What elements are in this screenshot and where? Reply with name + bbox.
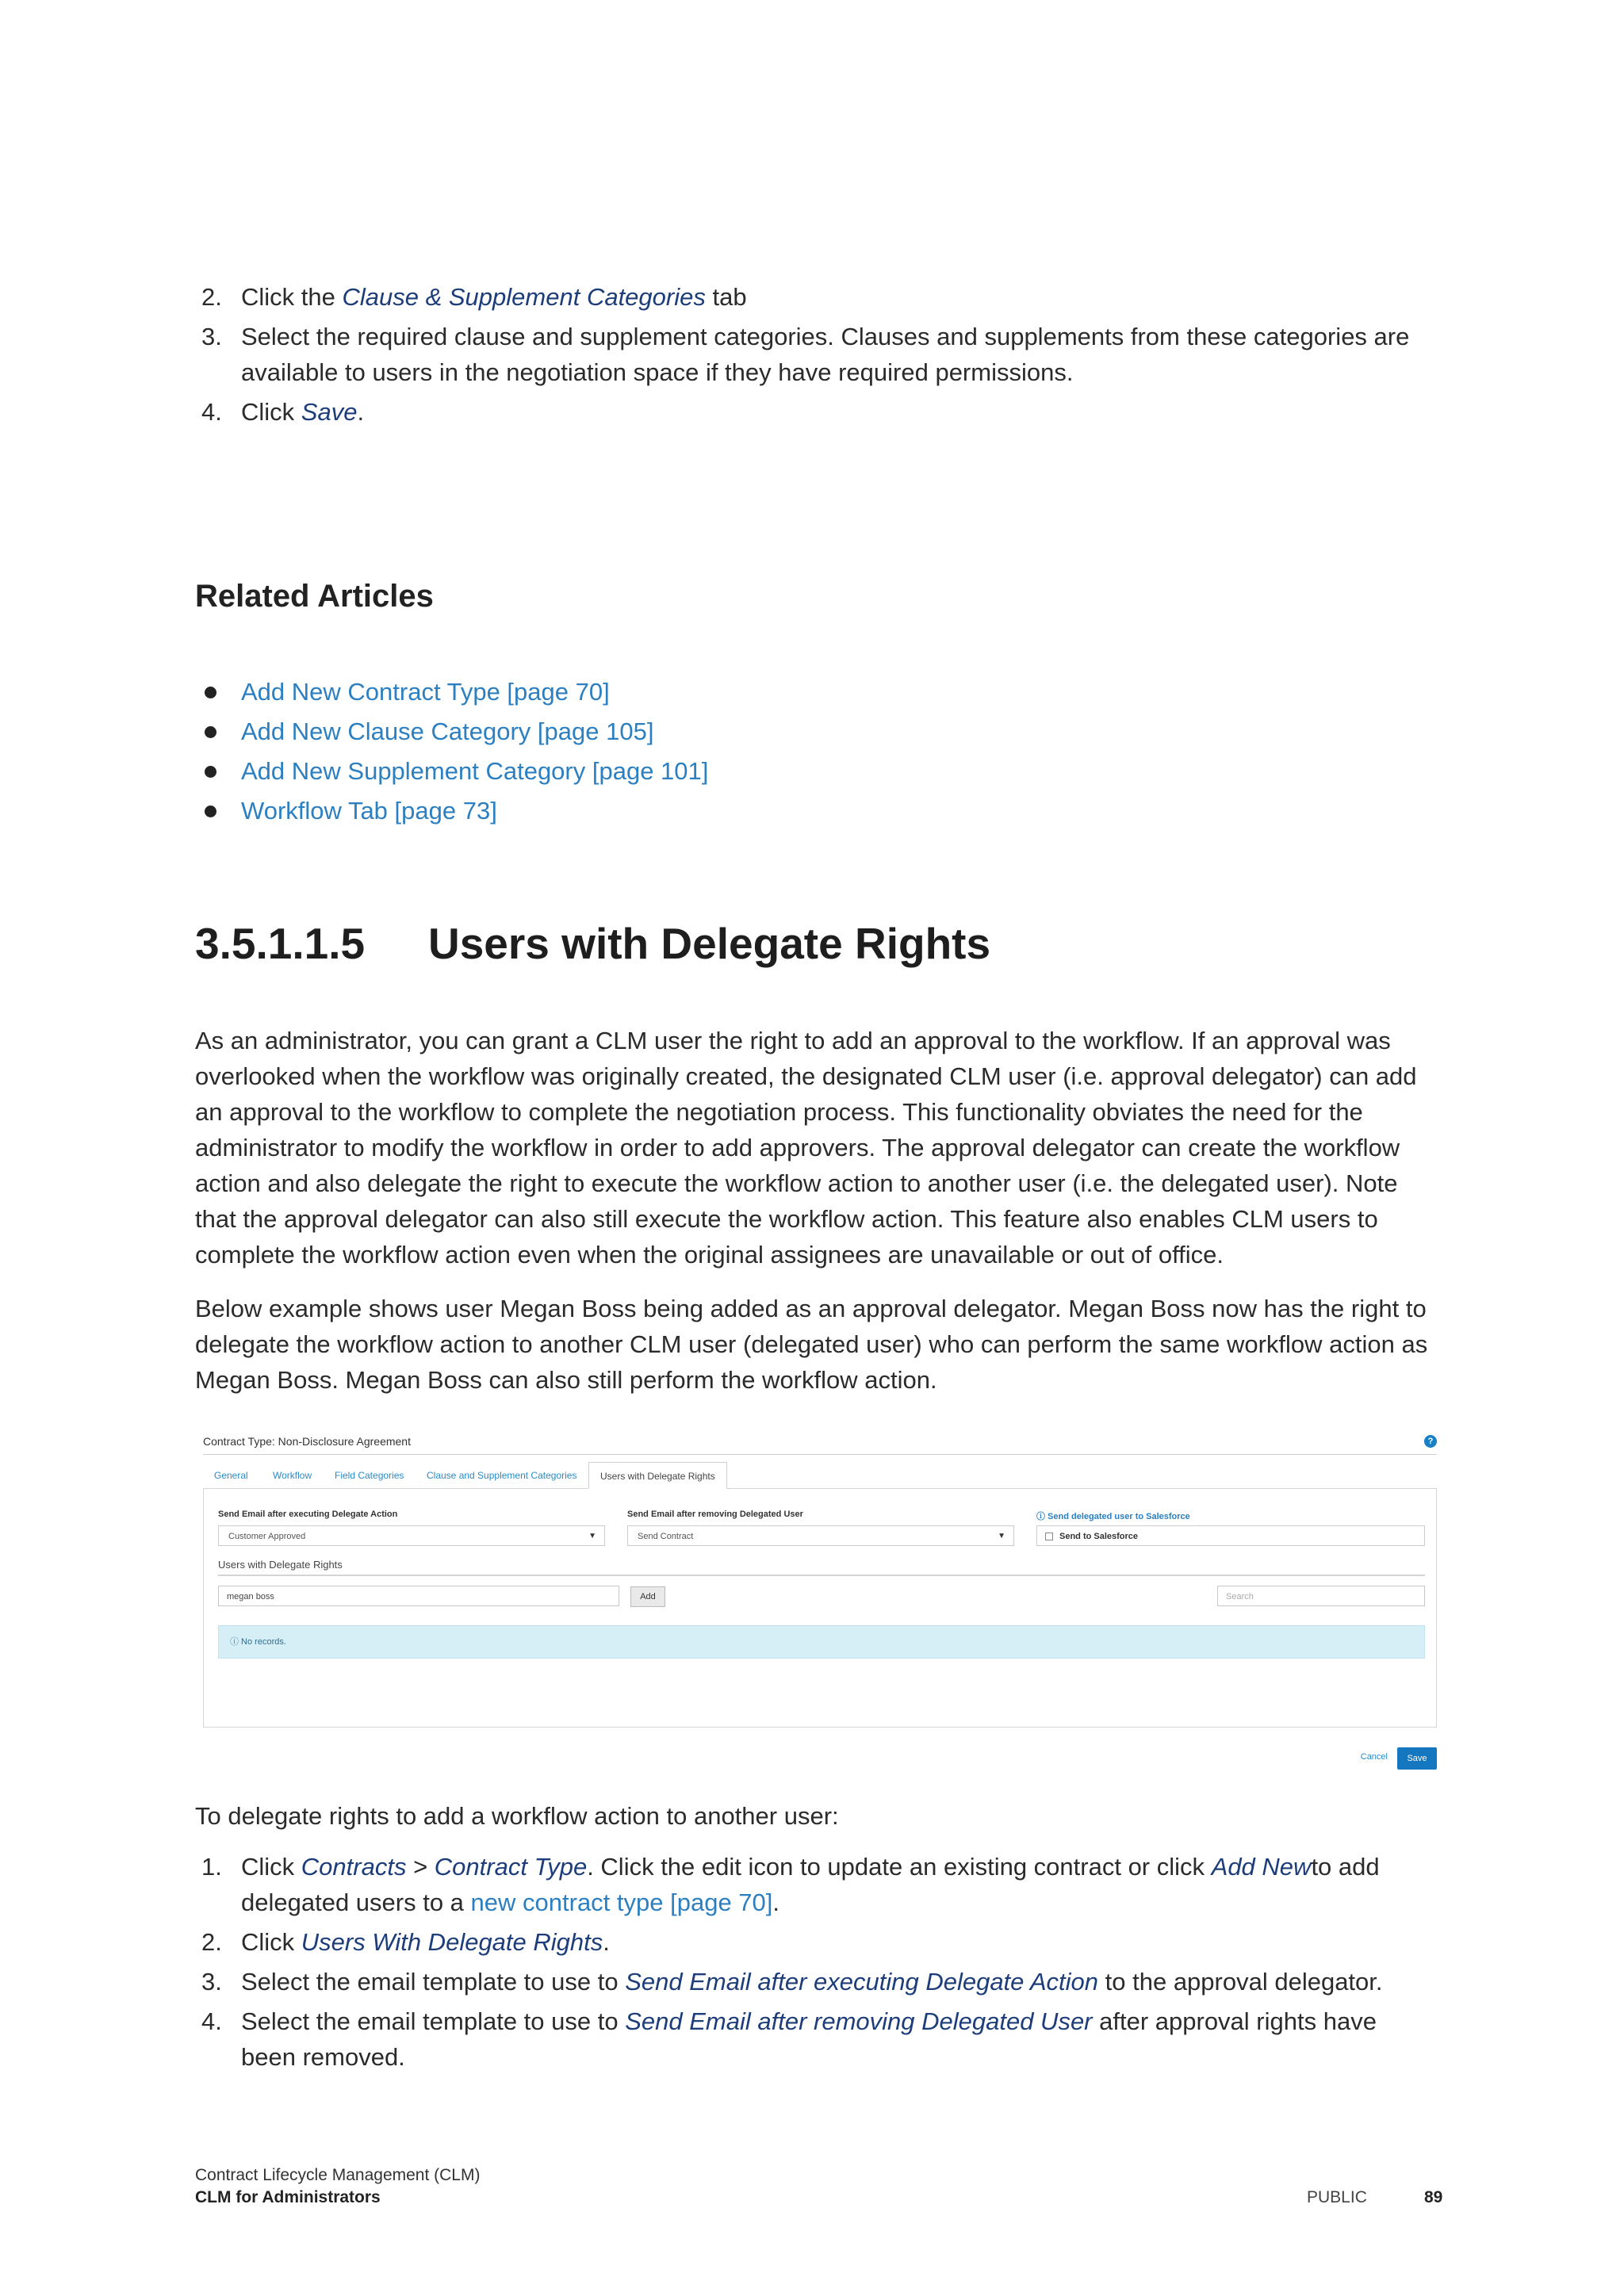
footer-guide-title: CLM for Administrators: [195, 2188, 381, 2206]
bullet-icon: [205, 687, 216, 698]
send-to-salesforce-checkbox[interactable]: Send to Salesforce: [1036, 1525, 1425, 1546]
ui-reference: Clause & Supplement Categories: [342, 283, 706, 311]
body-paragraph: Below example shows user Megan Boss being added as an approval delegator. Megan Boss now has the right to delegate the workflow action to another CLM user (delegated user) who can perform the same workflow action as Megan Boss. Megan Boss can also still perform the workflow action.: [195, 1295, 1428, 1394]
ui-reference: Send Email after executing Delegate Action: [625, 1968, 1099, 1996]
search-input[interactable]: Search: [1217, 1586, 1425, 1606]
section-title: Users with Delegate Rights: [428, 919, 991, 968]
page-number: 89: [1424, 2188, 1443, 2206]
chevron-down-icon: ▼: [588, 1532, 596, 1540]
related-articles-heading: Related Articles: [195, 579, 434, 614]
body-paragraph: As an administrator, you can grant a CLM user the right to add an approval to the workflow. If an approval was overlooked when the workflow was originally created, the designated CLM user (i.e. approval delegator) can add an approval to the workflow to complete the negotiation process. This functionality obviates the need for the administrator to modify the workflow in order to add approvers. The approval delegator can create the workflow action and also delegate the right to execute the workflow action to another user (i.e. the delegated user). Note that the approval delegator can also still execute the workflow action. This feature also enables CLM users to complete the workflow action even when the original assignees are unavailable or out of office.: [195, 1027, 1417, 1269]
send-email-remove-label: Send Email after removing Delegated User: [627, 1510, 803, 1519]
list-item: [195, 712, 708, 752]
chevron-down-icon: ▼: [998, 1532, 1005, 1540]
delegate-rights-panel: [203, 1488, 1437, 1728]
send-email-exec-select[interactable]: Customer Approved ▼: [218, 1525, 605, 1546]
user-search-input[interactable]: megan boss: [218, 1586, 619, 1606]
list-item: [195, 672, 708, 712]
related-link[interactable]: Add New Supplement Category [page 101]: [241, 757, 709, 785]
footer-classification: PUBLIC: [1307, 2188, 1367, 2206]
divider: [203, 1454, 1437, 1455]
steps-list-bottom: [195, 1849, 1432, 2079]
ui-reference: Save: [301, 398, 358, 426]
section-heading: [195, 918, 990, 969]
divider: [218, 1575, 1425, 1576]
tab-clause-supplement-categories[interactable]: Clause and Supplement Categories: [427, 1470, 577, 1481]
related-articles-list: [195, 672, 708, 831]
bullet-icon: [205, 726, 216, 738]
save-button[interactable]: Save: [1397, 1747, 1437, 1770]
help-icon[interactable]: ?: [1424, 1435, 1437, 1448]
tab-bar: [203, 1462, 1437, 1489]
list-item: 3. Select the email template to use to Send Email after executing Delegate Action to the approval delegator.: [201, 1968, 1383, 1996]
list-item: 4. Click Save.: [201, 398, 365, 426]
tab-field-categories[interactable]: Field Categories: [335, 1470, 404, 1481]
steps-list-top: [195, 279, 1432, 434]
ui-reference: Users With Delegate Rights: [301, 1928, 603, 1956]
add-user-button[interactable]: Add: [630, 1586, 665, 1607]
ui-reference: Contract Type: [434, 1853, 588, 1881]
checkbox-icon: [1045, 1533, 1053, 1540]
list-item: 2. Click Users With Delegate Rights.: [201, 1928, 610, 1956]
tab-general[interactable]: General: [214, 1470, 248, 1481]
send-email-remove-select[interactable]: Send Contract ▼: [627, 1525, 1014, 1546]
list-item: 3. Select the required clause and supplement categories. Clauses and supplements from these categories are available to users in the negotiation space if they have required permissions.: [201, 323, 1410, 386]
steps-intro: To delegate rights to add a workflow action to another user:: [195, 1802, 839, 1830]
list-item: 2. Click the Clause & Supplement Categories tab: [201, 283, 747, 311]
new-contract-type-link[interactable]: new contract type [page 70]: [470, 1888, 773, 1916]
list-item: 4. Select the email template to use to Send Email after removing Delegated User after approval rights have been removed.: [201, 2007, 1377, 2071]
ui-reference: Add New: [1211, 1853, 1312, 1881]
related-link[interactable]: Workflow Tab [page 73]: [241, 797, 497, 825]
footer-product: Contract Lifecycle Management (CLM): [195, 2166, 481, 2184]
tab-users-with-delegate-rights[interactable]: Users with Delegate Rights: [588, 1462, 727, 1489]
list-item: 1. Click Contracts > Contract Type. Click the edit icon to update an existing contract or click Add Newto add delegated users to a new contract type [page 70].: [201, 1853, 1380, 1916]
contract-type-title: Contract Type: Non-Disclosure Agreement: [203, 1435, 411, 1448]
ui-reference: Contracts: [301, 1853, 407, 1881]
cancel-button[interactable]: Cancel: [1360, 1752, 1388, 1762]
related-link[interactable]: Add New Clause Category [page 105]: [241, 718, 654, 745]
bullet-icon: [205, 806, 216, 817]
ui-screenshot-figure: [203, 1435, 1437, 1776]
send-email-exec-label: Send Email after executing Delegate Action: [218, 1510, 398, 1519]
no-records-alert: ⓘ No records.: [218, 1625, 1425, 1659]
users-section-label: Users with Delegate Rights: [218, 1559, 343, 1571]
list-item: [195, 791, 708, 831]
ui-reference: Send Email after removing Delegated User: [625, 2007, 1093, 2035]
tab-workflow[interactable]: Workflow: [273, 1470, 312, 1481]
list-item: [195, 752, 708, 791]
salesforce-label: ⓘ Send delegated user to Salesforce: [1036, 1512, 1190, 1521]
bullet-icon: [205, 766, 216, 778]
section-number: 3.5.1.1.5: [195, 919, 366, 968]
related-link[interactable]: Add New Contract Type [page 70]: [241, 678, 610, 706]
